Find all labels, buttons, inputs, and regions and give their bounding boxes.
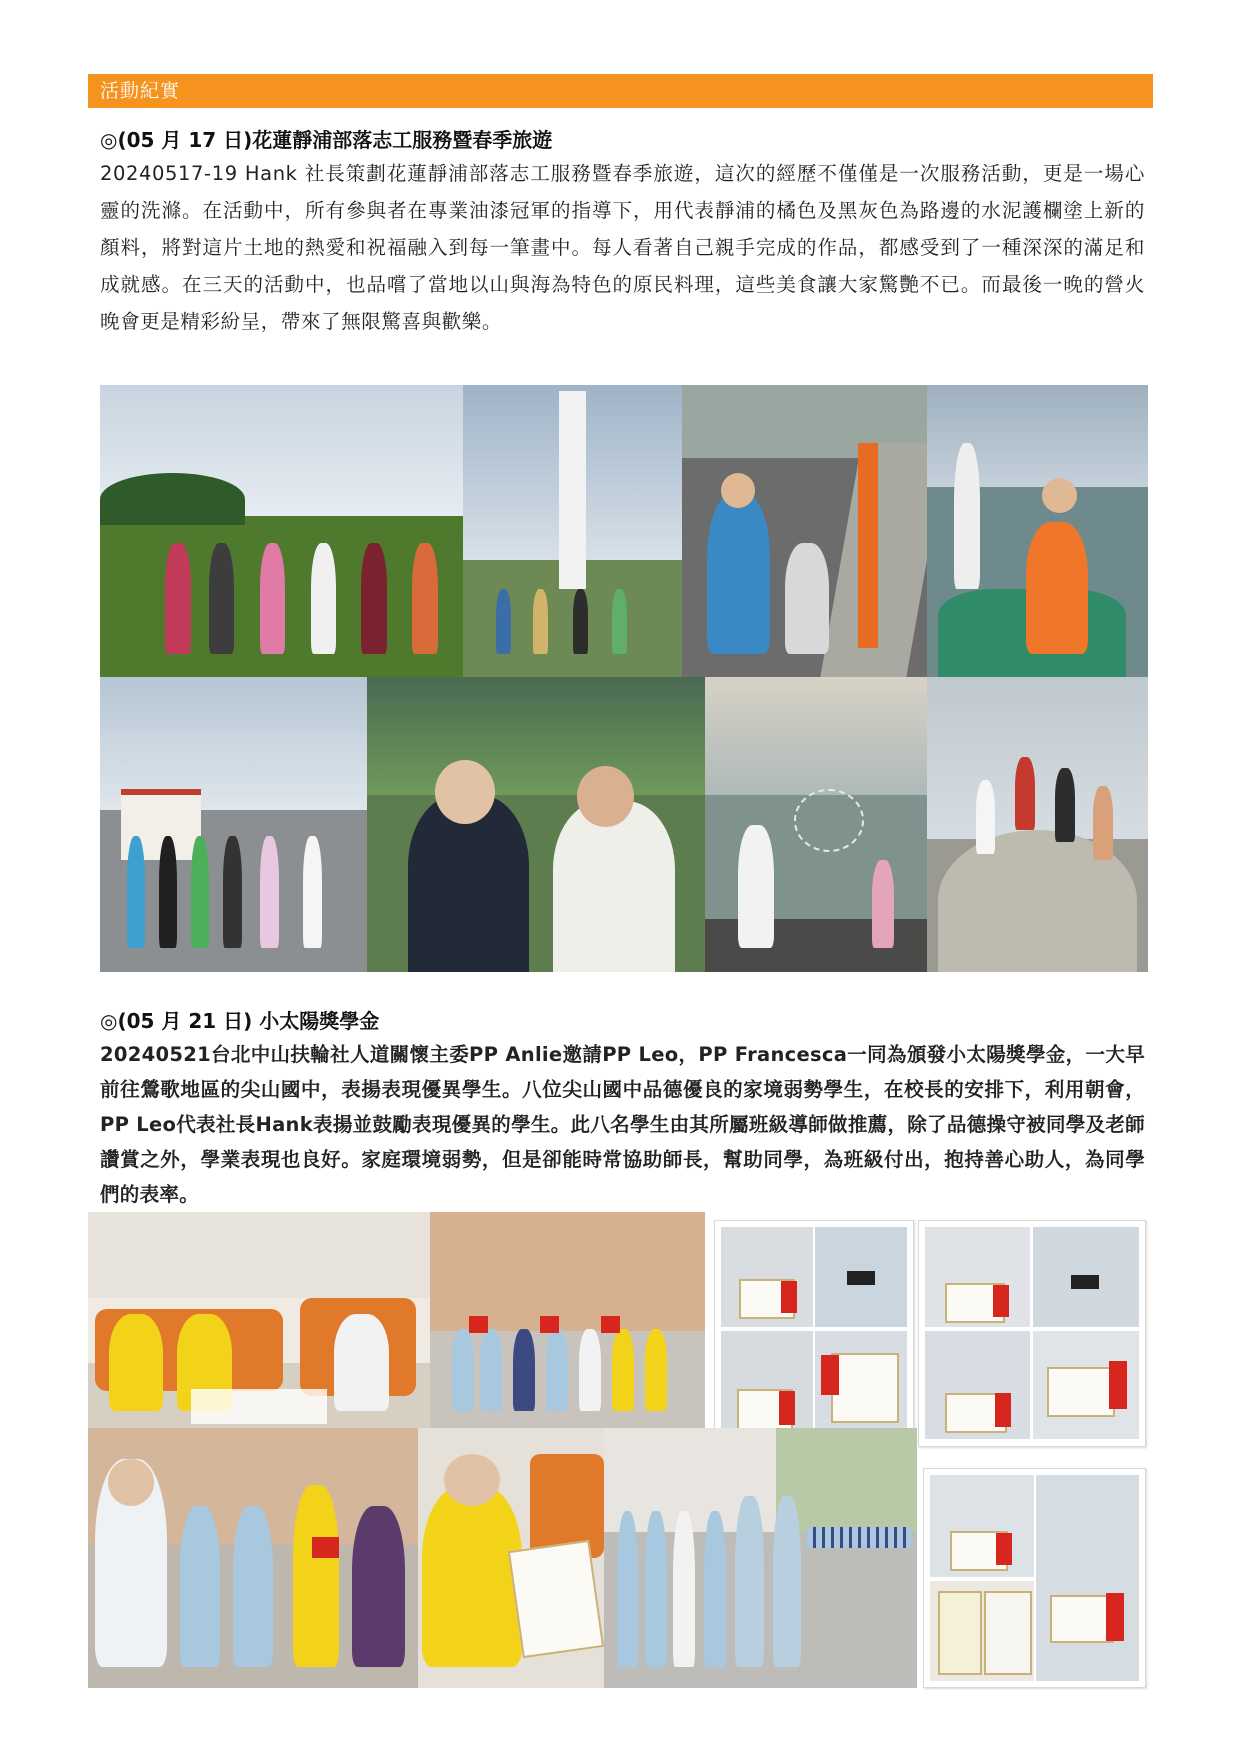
photo-student-collage-1 bbox=[714, 1220, 914, 1444]
activity-paragraph: 20240521台北中山扶輪社人道關懷主委PP Anlie邀請PP Leo，PP Francesca一同為頒發小太陽獎學金，一大早前往鶯歌地區的尖山國中，表揚表現優異學生。八位尖山國中品德優良的家境弱勢學生，在校長的安排下，利用朝會，PP Leo代表社長Hank表揚並鼓勵表現優異的學生。此八名學生由其所屬班級導師做推薦，除了品德操守被同學及老師讚賞之外，學業表現也良好。家庭環境弱勢，但是卻能時常協助師長，幫助同學，為班級付出，抱持善心助人，為同學們的表率。 bbox=[100, 1043, 1145, 1206]
photo-painting-guardrail bbox=[682, 385, 927, 677]
photo-group-lawn bbox=[100, 385, 463, 677]
photo-two-women bbox=[367, 677, 705, 972]
photo-monument-group bbox=[463, 385, 682, 677]
photo-morning-assembly bbox=[604, 1428, 917, 1688]
section-title: 活動紀實 bbox=[100, 80, 181, 102]
photo-student-collage-3 bbox=[923, 1468, 1146, 1688]
photo-kayak bbox=[927, 385, 1148, 677]
photo-award-group bbox=[430, 1212, 705, 1428]
photo-rock-jumping bbox=[927, 677, 1148, 972]
photo-meeting-room bbox=[88, 1212, 430, 1428]
activity-heading: ◎(05 月 17 日)花蓮靜浦部落志工服務暨春季旅遊 bbox=[100, 128, 553, 152]
photo-presentation bbox=[88, 1428, 418, 1688]
activity-heading: ◎(05 月 21 日) 小太陽獎學金 bbox=[100, 1009, 380, 1033]
photo-student-collage-2 bbox=[918, 1220, 1146, 1447]
activity-paragraph: 20240517-19 Hank 社長策劃花蓮靜浦部落志工服務暨春季旅遊，這次的經歷不僅僅是一次服務活動，更是一場心靈的洗滌。在活動中，所有參與者在專業油漆冠軍的指導下，用代表靜浦的橘色及黑灰色為路邊的水泥護欄塗上新的顏料，將對這片土地的熱愛和祝福融入到每一筆畫中。每人看著自己親手完成的作品，都感受到了一種深深的滿足和成就感。在三天的活動中，也品嚐了當地以山與海為特色的原民料理，這些美食讓大家驚艷不已。而最後一晚的營火晚會更是精彩紛呈，帶來了無限驚喜與歡樂。 bbox=[100, 162, 1145, 333]
section-title-bar bbox=[88, 74, 1153, 108]
photo-street-group bbox=[100, 677, 367, 972]
photo-fishing-net bbox=[705, 677, 927, 972]
photo-certificate-handover bbox=[418, 1428, 604, 1688]
